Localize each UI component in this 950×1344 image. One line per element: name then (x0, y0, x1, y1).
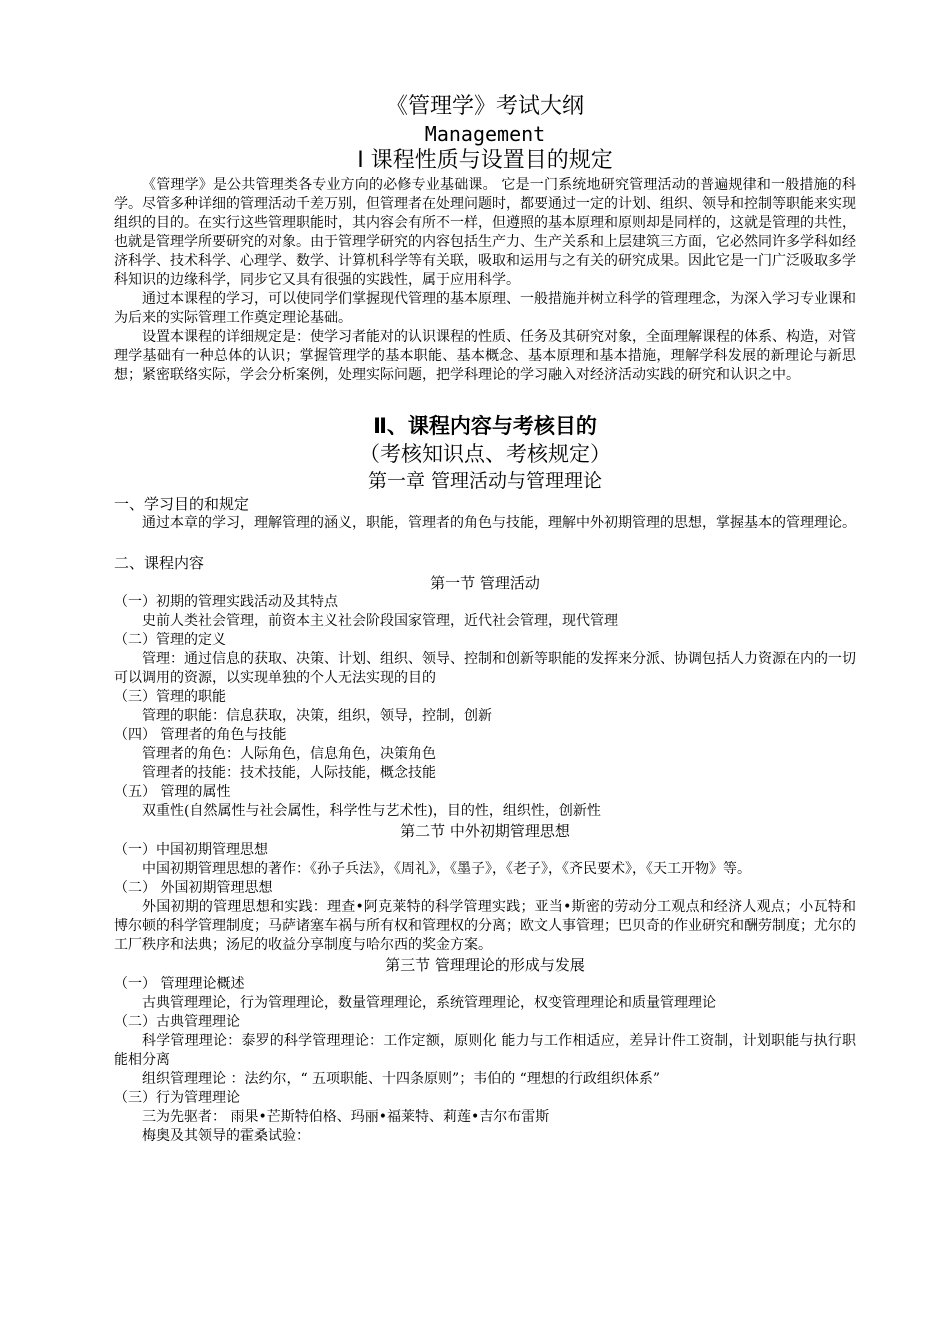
section1-title: 第一节 管理活动 (430, 574, 540, 592)
section-item-text: 管理的职能：信息获取，决策，组织，领导，控制，创新 (142, 708, 492, 724)
section-item-text: 管理者的技能：技术技能，人际技能，概念技能 (142, 765, 436, 781)
content-heading: 二、课程内容 (114, 554, 205, 572)
section-item-label: （一）中国初期管理思想 (114, 842, 268, 858)
section-item-label: （五） 管理的属性 (114, 784, 231, 800)
document-page (114, 92, 856, 1146)
section-item-text: 梅奥及其领导的霍桑试验： (142, 1128, 310, 1144)
section-item-text: 管理者的角色：人际角色，信息角色，决策角色 (142, 746, 436, 762)
section-item-label: （二）古典管理理论 (114, 1014, 240, 1030)
part1-paragraph: 通过本课程的学习，可以使同学们掌握现代管理的基本原理、一般措施并树立科学的管理理念，为深入学习专业课和为后来的实际管理工作奠定理论基础。 (114, 291, 856, 326)
part1-paragraph: 设置本课程的详细规定是：使学习者能对的认识课程的性质、任务及其研究对象，全面理解课程的体系、构造，对管理学基础有一种总体的认识；掌握管理学的基本职能、基本概念、基本原理和基本措施，理解学科发展的新理论与新思想；紧密联络实际，学会分析案例，处理实际问题，把学科理论的学习融入对经济活动实践的研究和认识之中。 (114, 329, 856, 383)
part1-title: Ⅰ 课程性质与设置目的规定 (357, 148, 613, 173)
section-item-label: （一） 管理理论概述 (114, 976, 245, 992)
doc-title: 《管理学》考试大纲 (385, 94, 584, 119)
section-item-text: 管理：通过信息的获取、决策、计划、组织、领导、控制和创新等职能的发挥来分派、协调包括人力资源在内的一切可以调用的资源，以实现单独的个人无法实现的目的 (114, 651, 856, 686)
goal-text: 通过本章的学习，理解管理的涵义，职能，管理者的角色与技能，理解中外初期管理的思想，掌握基本的管理理论。 (142, 515, 856, 531)
section-item-text: 史前人类社会管理，前资本主义社会阶段国家管理，近代社会管理，现代管理 (142, 613, 618, 629)
part2-subtitle: （考核知识点、考核规定） (359, 442, 611, 466)
section-item-label: （一）初期的管理实践活动及其特点 (114, 594, 338, 610)
doc-subtitle: Management (424, 122, 546, 146)
section-item-label: （三）行为管理理论 (114, 1090, 240, 1106)
section-item-text: 三为先驱者： 雨果•芒斯特伯格、玛丽•福莱特、莉莲•吉尔布雷斯 (142, 1109, 550, 1125)
section-item-text: 外国初期的管理思想和实践：理查•阿克莱特的科学管理实践；亚当•斯密的劳动分工观点和经济人观点；小瓦特和博尔顿的科学管理制度；马萨诸塞车祸与所有权和管理权的分离；欧文人事管理；巴贝奇的作业研究和酬劳制度；尤尔的工厂秩序和法典；汤尼的收益分享制度与哈尔西的奖金方案。 (114, 899, 856, 953)
part2-title: Ⅱ、课程内容与考核目的 (373, 414, 597, 438)
goal-heading: 一、学习目的和规定 (114, 495, 250, 513)
section-item-label: （二）管理的定义 (114, 632, 226, 648)
section-item-text: 中国初期管理思想的著作：《孙子兵法》，《周礼》，《墨子》，《老子》，《齐民要术》，《天工开物》等。 (142, 861, 751, 877)
section3-title: 第三节 管理理论的形成与发展 (385, 956, 585, 974)
part1-paragraph: 《管理学》是公共管理类各专业方向的必修专业基础课。 它是一门系统地研究管理活动的普遍规律和一般措施的科学。尽管多种详细的管理活动千差万别，但管理者在处理问题时，都要通过一定的计划、组织、领导和控制等职能来实现组织的目的。在实行这些管理职能时，其内容会有所不一样，但遵照的基本原理和原则却是同样的，这就是管理的共性，也就是管理学所要研究的对象。由于管理学研究的内容包括生产力、生产关系和上层建筑三方面，它必然同许多学科如经济科学、技术科学、心理学、数学、计算机科学等有关联，吸取和运用与之有关的研究成果。因此它是一门广泛吸取多学科知识的边缘科学，同步它又具有很强的实践性，属于应用科学。 (114, 177, 856, 288)
section-item-label: （四） 管理者的角色与技能 (114, 727, 287, 743)
section-item-label: （二） 外国初期管理思想 (114, 880, 273, 896)
section-item-text: 双重性(自然属性与社会属性，科学性与艺术性)，目的性，组织性，创新性 (142, 803, 601, 819)
chapter1-title: 第一章 管理活动与管理理论 (367, 470, 603, 492)
section-item-text: 科学管理理论：泰罗的科学管理理论：工作定额，原则化 能力与工作相适应，差异计件工资制，计划职能与执行职能相分离 (114, 1033, 856, 1068)
section-item-text: 古典管理理论，行为管理理论，数量管理理论，系统管理理论，权变管理理论和质量管理理论 (142, 995, 716, 1011)
section-item-label: （三）管理的职能 (114, 689, 226, 705)
section-item-text: 组织管理理论 ：法约尔，“ 五项职能、十四条原则”；韦伯的 “理想的行政组织体系” (142, 1071, 660, 1087)
section2-title: 第二节 中外初期管理思想 (400, 822, 570, 840)
